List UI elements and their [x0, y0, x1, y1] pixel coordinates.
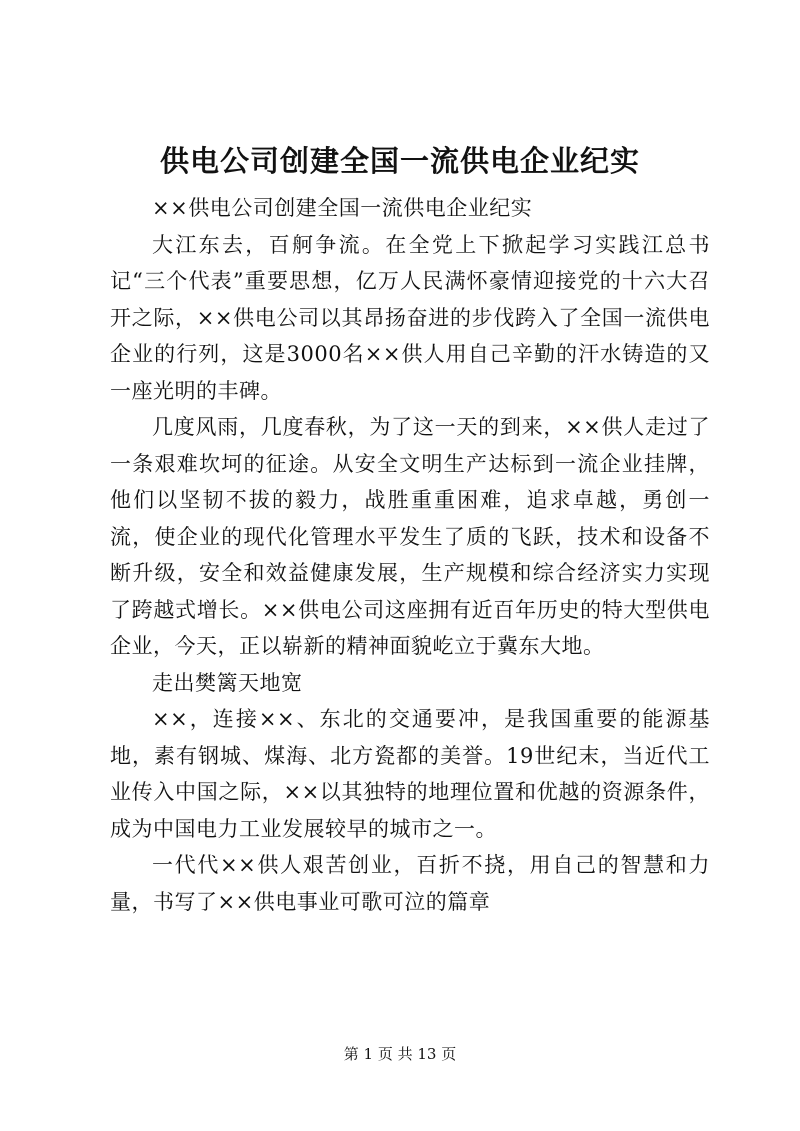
page-number-footer: 第 1 页 共 13 页 [343, 1045, 457, 1063]
paragraph-generations: 一代代××供人艰苦创业，百折不挠，用自己的智慧和力量，书写了××供电事业可歌可泣的篇章 [110, 853, 710, 914]
document-title: 供电公司创建全国一流供电企业纪实 [159, 144, 640, 178]
paragraph-city: ××，连接××、东北的交通要冲，是我国重要的能源基地，素有钢城、煤海、北方瓷都的美誉。19世纪末，当近代工业传入中国之际，××以其独特的地理位置和优越的资源条件，成为中国电力工业发展较早的城市之一。 [110, 707, 710, 841]
document-body [110, 190, 710, 920]
paragraph-intro: 大江东去，百舸争流。在全党上下掀起学习实践江总书记“三个代表”重要思想，亿万人民满怀豪情迎接党的十六大召开之际，××供电公司以其昂扬奋进的步伐跨入了全国一流供电企业的行列，这是3000名××供人用自己辛勤的汗水铸造的又一座光明的丰碑。 [110, 232, 710, 403]
paragraph-history: 几度风雨，几度春秋，为了这一天的到来，××供人走过了一条艰难坎坷的征途。从安全文明生产达标到一流企业挂牌，他们以坚韧不拔的毅力，战胜重重困难，追求卓越，勇创一流，使企业的现代化管理水平发生了质的飞跃，技术和设备不断升级，安全和效益健康发展，生产规模和综合经济实力实现了跨越式增长。××供电公司这座拥有近百年历史的特大型供电企业，今天，正以崭新的精神面貌屹立于冀东大地。 [110, 415, 710, 658]
paragraph-subtitle: ××供电公司创建全国一流供电企业纪实 [152, 196, 533, 220]
section-heading: 走出樊篱天地宽 [152, 670, 303, 695]
